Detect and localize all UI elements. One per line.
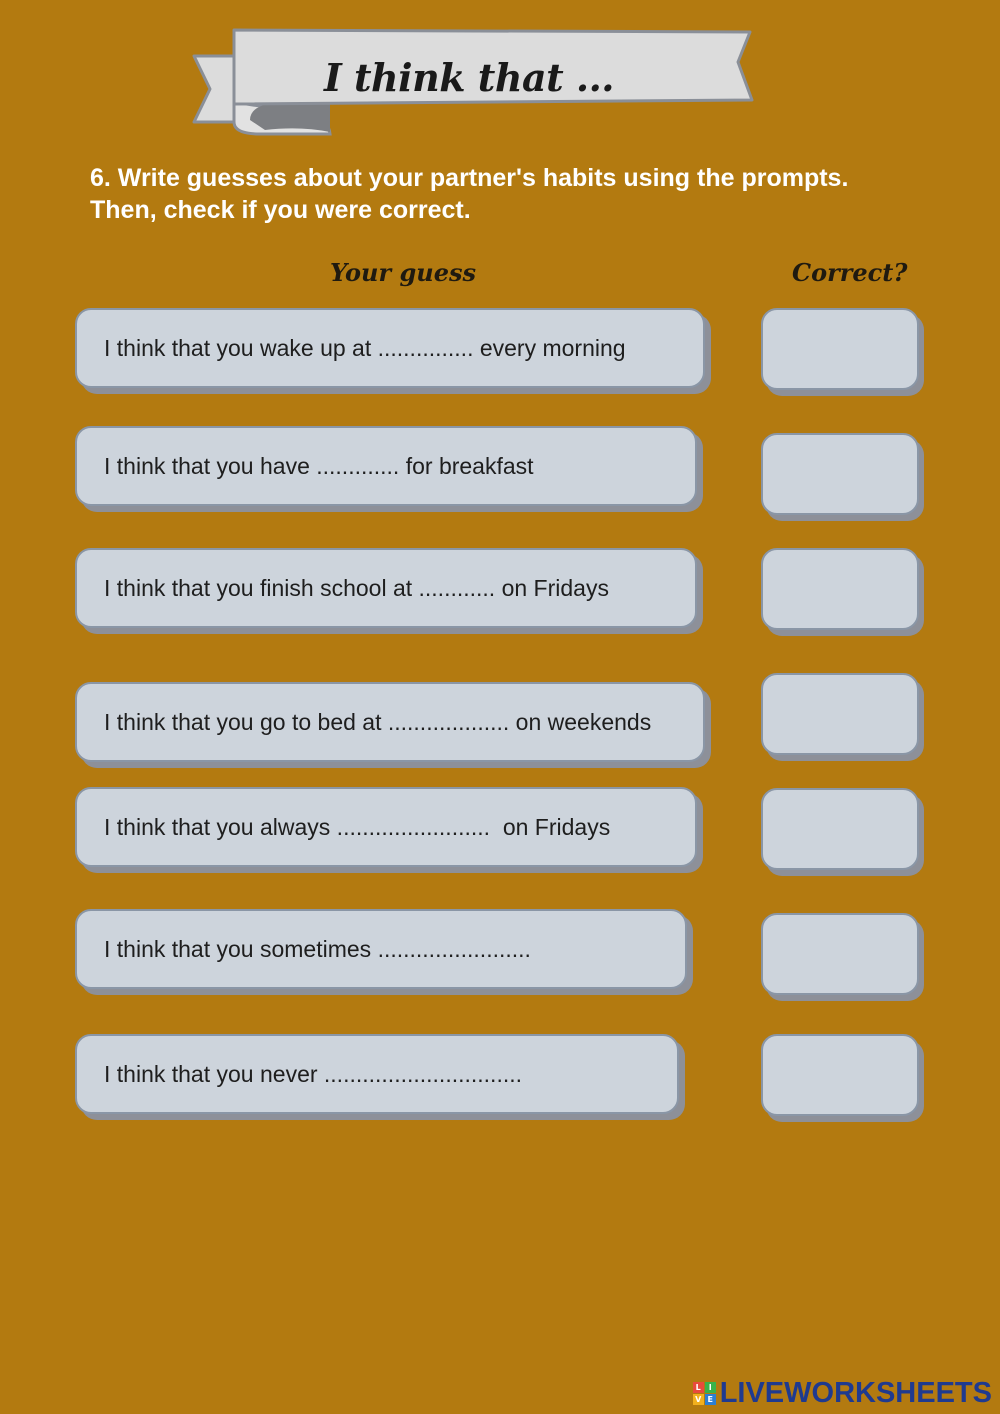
guess-prompt-text: I think that you finish school at ............ on Fridays	[104, 574, 609, 601]
guess-prompt-text: I think that you have ............. for breakfast	[104, 452, 534, 479]
correct-answer-box-3[interactable]	[761, 548, 919, 630]
page-title: I think that ...	[323, 54, 615, 100]
guess-prompt-7	[75, 1034, 679, 1114]
guess-prompt-5	[75, 787, 697, 867]
logo-tile: V	[693, 1394, 704, 1405]
correct-answer-box-2[interactable]	[761, 433, 919, 515]
guess-prompt-6	[75, 909, 687, 989]
correct-answer-box-1[interactable]	[761, 308, 919, 390]
column-header-correct: Correct?	[792, 258, 908, 287]
instructions-line-1: 6. Write guesses about your partner's habits using the prompts.	[90, 164, 849, 192]
guess-prompt-4	[75, 682, 705, 762]
column-header-guess: Your guess	[330, 258, 477, 287]
instructions	[90, 162, 930, 226]
title-banner	[190, 22, 760, 140]
guess-prompt-3	[75, 548, 697, 628]
guess-prompt-text: I think that you always ........................ on Fridays	[104, 813, 611, 840]
liveworksheets-logo-icon	[693, 1382, 716, 1405]
logo-tile: I	[705, 1382, 716, 1393]
guess-prompt-text: I think that you never ...............................	[104, 1060, 522, 1087]
guess-prompt-text: I think that you go to bed at ................... on weekends	[104, 708, 652, 735]
liveworksheets-branding	[693, 1377, 992, 1410]
guess-prompt-2	[75, 426, 697, 506]
correct-answer-box-6[interactable]	[761, 913, 919, 995]
guess-prompt-text: I think that you wake up at ............... every morning	[104, 334, 626, 361]
guess-prompt-1	[75, 308, 705, 388]
guess-prompt-text: I think that you sometimes ........................	[104, 935, 531, 962]
logo-tile: E	[705, 1394, 716, 1405]
logo-tile: L	[693, 1382, 704, 1393]
correct-answer-box-5[interactable]	[761, 788, 919, 870]
instructions-line-2: Then, check if you were correct.	[90, 196, 471, 224]
correct-answer-box-7[interactable]	[761, 1034, 919, 1116]
brand-name: LIVEWORKSHEETS	[719, 1377, 992, 1409]
correct-answer-box-4[interactable]	[761, 673, 919, 755]
